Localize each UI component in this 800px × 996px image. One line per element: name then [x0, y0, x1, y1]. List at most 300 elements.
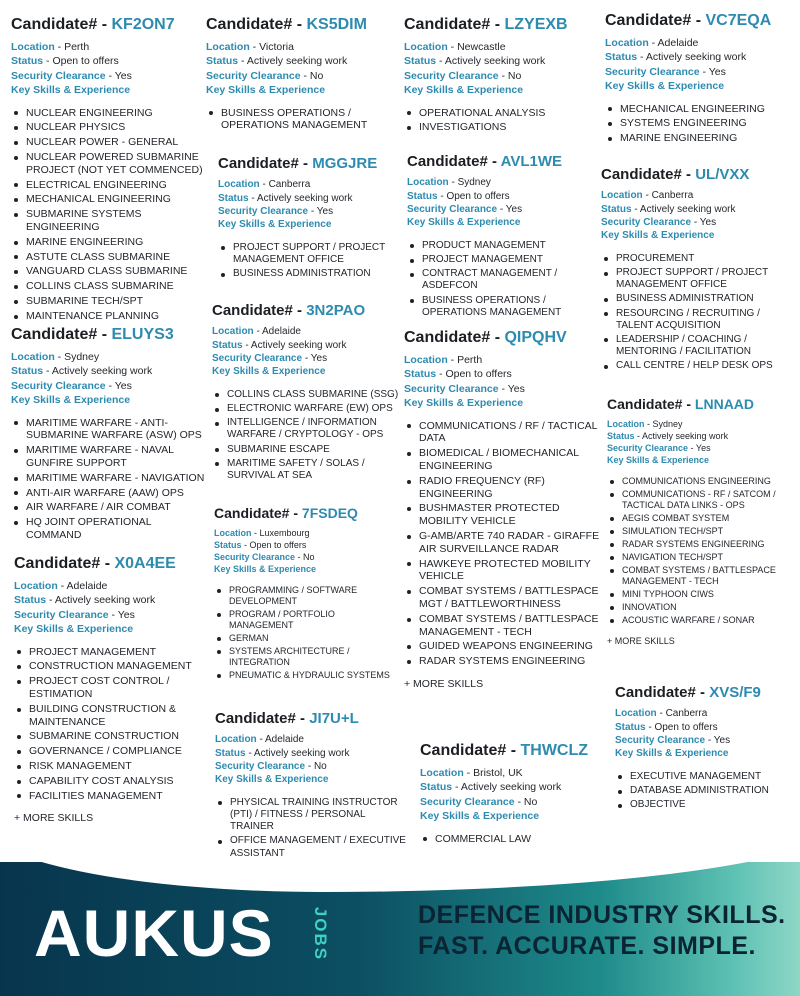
skill-item: HQ JOINT OPERATIONAL COMMAND [11, 516, 206, 542]
skill-item: MARITIME WARFARE - NAVAL GUNFIRE SUPPORT [11, 444, 206, 470]
candidate-title[interactable] [212, 302, 404, 319]
candidate-label: Candidate# [212, 302, 293, 319]
clearance-row: Security Clearance - Yes [11, 379, 132, 392]
candidate-title[interactable] [11, 16, 211, 34]
candidate-title[interactable] [11, 326, 206, 344]
clearance-row: Security Clearance - Yes [212, 353, 328, 365]
skill-item: COMMUNICATIONS ENGINEERING [607, 476, 797, 487]
skill-item: EXECUTIVE MANAGEMENT [615, 771, 795, 783]
candidate-card[interactable] [605, 12, 795, 147]
skill-item: ELECTRONIC WARFARE (EW) OPS [212, 403, 404, 415]
status-label: Status [218, 192, 249, 204]
location-label: Location [215, 734, 257, 746]
status-value: Open to offers [445, 368, 512, 381]
clearance-row: Security Clearance - Yes [218, 206, 334, 218]
clearance-value: No [303, 552, 315, 563]
clearance-label: Security Clearance [11, 69, 106, 82]
candidate-label: Candidate# [14, 555, 101, 572]
title-separator: - [297, 302, 303, 319]
skill-item: SUBMARINE ESCAPE [212, 444, 404, 456]
skills-list [14, 646, 204, 803]
location-value: Canberra [651, 190, 694, 202]
location-value: Canberra [665, 708, 708, 720]
status-row: Status - Actively seeking work [206, 55, 348, 68]
title-separator: - [300, 710, 306, 727]
candidate-label: Candidate# [404, 329, 491, 346]
skill-item: BUSINESS ADMINISTRATION [218, 268, 398, 280]
candidate-title[interactable] [214, 505, 396, 521]
location-label: Location [404, 41, 448, 54]
clearance-label: Security Clearance [11, 379, 106, 392]
skill-item: AIR WARFARE / AIR COMBAT [11, 501, 206, 514]
candidate-card[interactable] [607, 396, 797, 646]
skills-list [605, 103, 795, 145]
clearance-row: Security Clearance - Yes [14, 608, 135, 621]
location-value: Newcastle [457, 41, 506, 54]
location-value: Bristol, UK [473, 767, 523, 780]
skill-item: DATABASE ADMINISTRATION [615, 785, 795, 797]
status-label: Status [206, 55, 239, 68]
clearance-row: Security Clearance - Yes [615, 735, 731, 747]
skill-item: NUCLEAR POWERED SUBMARINE PROJECT (NOT YET COMMENCED) [11, 151, 211, 177]
location-value: Perth [64, 41, 90, 54]
skill-item: RADIO FREQUENCY (RF) ENGINEERING [404, 475, 604, 501]
skills-list [215, 797, 410, 860]
skills-list [404, 107, 594, 135]
tagline-line-2: FAST. ACCURATE. SIMPLE. [418, 932, 756, 960]
more-skills-link[interactable]: + MORE SKILLS [14, 812, 94, 825]
status-row: Status - Actively seeking work [420, 781, 562, 794]
skill-item: OBJECTIVE [615, 799, 795, 811]
skill-item: VANGUARD CLASS SUBMARINE [11, 265, 211, 278]
candidate-label: Candidate# [206, 16, 293, 33]
clearance-label: Security Clearance [605, 65, 700, 78]
status-label: Status [404, 368, 437, 381]
candidate-id[interactable]: 7FSDEQ [301, 505, 358, 521]
key-skills-heading: Key Skills & Experience [11, 393, 131, 406]
status-value: Actively seeking work [54, 594, 156, 607]
location-row: Location - Perth [404, 354, 483, 367]
skill-item: SYSTEMS ARCHITECTURE / INTEGRATION [214, 646, 396, 668]
skill-item: MAINTENANCE PLANNING [11, 310, 211, 323]
title-separator: - [492, 153, 498, 170]
skills-list [218, 242, 398, 281]
skill-item: MARINE ENGINEERING [605, 132, 795, 145]
clearance-row: Security Clearance - No [214, 552, 315, 563]
candidate-title[interactable] [14, 555, 204, 573]
location-value: Adelaide [657, 37, 699, 50]
location-label: Location [404, 354, 448, 367]
candidate-title[interactable] [607, 396, 797, 412]
skill-item: NUCLEAR ENGINEERING [11, 107, 211, 120]
clearance-row: Security Clearance - Yes [11, 69, 132, 82]
brand-wordmark: AUKUS [34, 896, 274, 970]
status-row: Status - Open to offers [407, 190, 510, 202]
candidate-label: Candidate# [11, 16, 98, 33]
skill-item: COMBAT SYSTEMS / BATTLESPACE MANAGEMENT - TECH [404, 613, 604, 639]
skill-item: GERMAN [214, 633, 396, 644]
skills-list [404, 420, 604, 668]
title-separator: - [510, 742, 517, 759]
title-separator: - [686, 396, 692, 412]
clearance-value: Yes [713, 735, 731, 747]
status-label: Status [601, 203, 632, 215]
skill-item: GOVERNANCE / COMPLIANCE [14, 745, 204, 758]
status-row: Status - Open to offers [615, 721, 718, 733]
title-separator: - [494, 16, 501, 33]
skills-list [615, 771, 795, 812]
key-skills-heading: Key Skills & Experience [11, 83, 131, 96]
skills-list [420, 833, 610, 846]
clearance-row: Security Clearance - No [215, 761, 327, 773]
skill-item: BUILDING CONSTRUCTION & MAINTENANCE [14, 703, 204, 729]
skill-item: MECHANICAL ENGINEERING [11, 193, 211, 206]
skills-list [212, 389, 404, 482]
skill-item: COMBAT SYSTEMS / BATTLESPACE MGT / BATTLEWORTHINESS [404, 585, 604, 611]
status-value: Open to offers [654, 721, 718, 733]
location-row: Location - Perth [11, 41, 90, 54]
skills-list [601, 253, 797, 373]
key-skills-heading: Key Skills & Experience [218, 219, 332, 231]
tagline-line-1: DEFENCE INDUSTRY SKILLS. [418, 901, 786, 929]
candidate-label: Candidate# [601, 166, 682, 183]
skill-item: G-AMB/ARTE 740 RADAR - GIRAFFE AIR SURVEILLANCE RADAR [404, 530, 604, 556]
skills-list [407, 240, 597, 319]
candidate-card[interactable] [11, 16, 211, 325]
status-value: Actively seeking work [51, 365, 153, 378]
location-row: Location - Sydney [607, 419, 683, 430]
candidate-id[interactable]: LNNAAD [694, 396, 755, 412]
skill-item: OPERATIONAL ANALYSIS [404, 107, 594, 120]
clearance-label: Security Clearance [615, 735, 706, 747]
location-row: Location - Adelaide [212, 326, 301, 338]
skill-item: GUIDED WEAPONS ENGINEERING [404, 640, 604, 653]
skill-item: ELECTRICAL ENGINEERING [11, 179, 211, 192]
skill-item: BIOMEDICAL / BIOMECHANICAL ENGINEERING [404, 447, 604, 473]
candidate-id[interactable]: 3N2PAO [306, 302, 366, 319]
candidate-id[interactable]: UL/VXX [695, 166, 750, 183]
skill-item: COLLINS CLASS SUBMARINE (SSG) [212, 389, 404, 401]
key-skills-heading: Key Skills & Experience [14, 622, 134, 635]
location-label: Location [214, 528, 252, 539]
candidate-card[interactable] [404, 329, 604, 690]
skill-item: PROJECT SUPPORT / PROJECT MANAGEMENT OFFICE [601, 267, 797, 291]
candidate-card[interactable] [407, 153, 597, 321]
location-label: Location [11, 41, 55, 54]
candidate-label: Candidate# [215, 710, 296, 727]
clearance-value: No [523, 795, 538, 808]
clearance-value: Yes [695, 443, 711, 454]
location-row: Location - Victoria [206, 41, 294, 54]
location-value: Sydney [457, 177, 491, 189]
location-value: Adelaide [66, 580, 108, 593]
location-label: Location [601, 190, 643, 202]
status-label: Status [615, 721, 646, 733]
clearance-value: Yes [114, 379, 132, 392]
candidate-card[interactable] [212, 302, 404, 484]
title-separator: - [101, 326, 108, 343]
candidate-id[interactable]: AVL1WE [500, 153, 563, 170]
location-value: Sydney [64, 351, 100, 364]
status-row: Status - Actively seeking work [404, 55, 546, 68]
more-skills-link[interactable]: + MORE SKILLS [607, 635, 675, 646]
location-label: Location [605, 37, 649, 50]
skill-item: CONSTRUCTION MANAGEMENT [14, 660, 204, 673]
candidate-label: Candidate# [420, 742, 507, 759]
clearance-value: Yes [117, 608, 135, 621]
status-value: Actively seeking work [639, 203, 736, 215]
status-row: Status - Actively seeking work [212, 339, 347, 351]
status-row: Status - Actively seeking work [14, 594, 156, 607]
candidate-label: Candidate# [214, 505, 290, 521]
candidate-id[interactable]: XVS/F9 [709, 684, 761, 701]
status-label: Status [214, 540, 242, 551]
candidate-label: Candidate# [11, 326, 98, 343]
skill-item: MINI TYPHOON CIWS [607, 589, 797, 600]
skill-item: SUBMARINE SYSTEMS ENGINEERING [11, 208, 211, 234]
candidate-card[interactable] [14, 555, 204, 824]
clearance-row: Security Clearance - Yes [407, 204, 523, 216]
clearance-label: Security Clearance [218, 206, 309, 218]
status-value: Actively seeking work [256, 192, 353, 204]
status-label: Status [11, 365, 44, 378]
location-row: Location - Adelaide [605, 37, 699, 50]
key-skills-heading: Key Skills & Experience [212, 366, 326, 378]
skills-list [11, 417, 206, 542]
location-label: Location [218, 179, 260, 191]
candidate-id[interactable]: THWCLZ [520, 742, 589, 759]
status-label: Status [215, 747, 246, 759]
brand-subtext: JOBS [311, 906, 330, 962]
candidate-id[interactable]: LZYEXB [504, 16, 568, 33]
title-separator: - [293, 505, 299, 521]
candidate-id[interactable]: JI7U+L [309, 710, 359, 727]
candidate-card[interactable] [11, 326, 206, 544]
title-separator: - [494, 329, 501, 346]
candidate-card[interactable] [601, 166, 797, 375]
skill-item: INTELLIGENCE / INFORMATION WARFARE / CRYPTOLOGY - OPS [212, 417, 404, 441]
skill-item: ANTI-AIR WARFARE (AAW) OPS [11, 487, 206, 500]
status-value: Actively seeking work [460, 781, 562, 794]
skill-item: MARITIME WARFARE - NAVIGATION [11, 472, 206, 485]
clearance-row: Security Clearance - Yes [607, 443, 711, 454]
key-skills-heading: Key Skills & Experience [206, 83, 326, 96]
skill-item: PROJECT SUPPORT / PROJECT MANAGEMENT OFFICE [218, 242, 398, 266]
skill-item: COMMUNICATIONS / RF / TACTICAL DATA [404, 420, 604, 446]
skill-item: NUCLEAR POWER - GENERAL [11, 136, 211, 149]
candidate-title[interactable] [206, 16, 396, 34]
candidate-card[interactable] [420, 742, 610, 847]
skill-item: PROJECT MANAGEMENT [407, 254, 597, 266]
candidate-id[interactable]: KF2ON7 [111, 16, 175, 33]
skill-item: RISK MANAGEMENT [14, 760, 204, 773]
status-row: Status - Open to offers [214, 540, 307, 551]
candidate-card[interactable] [404, 16, 594, 136]
skill-item: SUBMARINE TECH/SPT [11, 295, 211, 308]
clearance-label: Security Clearance [601, 217, 692, 229]
candidate-title[interactable] [407, 153, 597, 170]
status-label: Status [407, 190, 438, 202]
location-row: Location - Sydney [11, 351, 100, 364]
location-row: Location - Sydney [407, 177, 491, 189]
status-value: Actively seeking work [444, 55, 546, 68]
skill-item: BUSINESS ADMINISTRATION [601, 293, 797, 305]
location-value: Canberra [268, 179, 311, 191]
more-skills-link[interactable]: + MORE SKILLS [404, 677, 484, 690]
location-label: Location [407, 177, 449, 189]
clearance-row: Security Clearance - Yes [404, 382, 525, 395]
candidate-card[interactable] [615, 684, 795, 813]
skill-item: RADAR SYSTEMS ENGINEERING [404, 655, 604, 668]
skills-list [607, 476, 797, 626]
skill-item: HAWKEYE PROTECTED MOBILITY VEHICLE [404, 558, 604, 584]
skills-list [206, 107, 396, 133]
location-row: Location - Luxembourg [214, 528, 310, 539]
clearance-label: Security Clearance [214, 552, 296, 563]
title-separator: - [101, 16, 108, 33]
location-label: Location [11, 351, 55, 364]
status-label: Status [11, 55, 44, 68]
skill-item: PROCUREMENT [601, 253, 797, 265]
clearance-label: Security Clearance [407, 204, 498, 216]
clearance-value: Yes [708, 65, 726, 78]
clearance-value: No [507, 69, 522, 82]
clearance-label: Security Clearance [404, 382, 499, 395]
candidate-id[interactable]: X0A4EE [114, 555, 176, 572]
key-skills-heading: Key Skills & Experience [420, 809, 540, 822]
status-label: Status [404, 55, 437, 68]
status-value: Open to offers [52, 55, 119, 68]
candidate-card[interactable] [206, 16, 396, 134]
skill-item: MARITIME SAFETY / SOLAS / SURVIVAL AT SEA [212, 458, 404, 482]
status-value: Actively seeking work [645, 51, 747, 64]
candidate-title[interactable] [601, 166, 797, 183]
skill-item: BUSINESS OPERATIONS / OPERATIONS MANAGEMENT [407, 295, 597, 319]
candidate-label: Candidate# [615, 684, 696, 701]
key-skills-heading: Key Skills & Experience [601, 230, 715, 242]
skill-item: SYSTEMS ENGINEERING [605, 117, 795, 130]
clearance-value: No [309, 69, 324, 82]
title-separator: - [700, 684, 706, 701]
clearance-value: No [313, 761, 327, 773]
skill-item: PNEUMATIC & HYDRAULIC SYSTEMS [214, 670, 396, 681]
clearance-row: Security Clearance - No [420, 795, 538, 808]
skill-item: PROGRAMMING / SOFTWARE DEVELOPMENT [214, 585, 396, 607]
skill-item: RADAR SYSTEMS ENGINEERING [607, 539, 797, 550]
key-skills-heading: Key Skills & Experience [615, 748, 729, 760]
candidate-title[interactable] [615, 684, 795, 701]
skill-item: OFFICE MANAGEMENT / EXECUTIVE ASSISTANT [215, 835, 410, 859]
status-row: Status - Actively seeking work [607, 431, 729, 442]
clearance-value: Yes [316, 206, 334, 218]
status-label: Status [607, 431, 635, 442]
location-row: Location - Adelaide [14, 580, 108, 593]
candidate-title[interactable] [404, 16, 594, 34]
tagline [418, 900, 786, 962]
candidate-title[interactable] [420, 742, 610, 760]
skill-item: COMBAT SYSTEMS / BATTLESPACE MANAGEMENT - TECH [607, 565, 797, 587]
location-value: Adelaide [262, 326, 301, 338]
skill-item: CAPABILITY COST ANALYSIS [14, 775, 204, 788]
location-label: Location [14, 580, 58, 593]
status-row: Status - Open to offers [11, 55, 119, 68]
title-separator: - [686, 166, 692, 183]
candidate-id[interactable]: QIPQHV [504, 329, 567, 346]
status-label: Status [605, 51, 638, 64]
candidate-id[interactable]: ELUYS3 [111, 326, 174, 343]
skill-item: MECHANICAL ENGINEERING [605, 103, 795, 116]
skill-item: COLLINS CLASS SUBMARINE [11, 280, 211, 293]
skill-item: FACILITIES MANAGEMENT [14, 790, 204, 803]
location-value: Adelaide [265, 734, 304, 746]
status-value: Open to offers [446, 190, 510, 202]
candidate-title[interactable] [215, 710, 410, 727]
skill-item: INVESTIGATIONS [404, 121, 594, 134]
candidate-id[interactable]: VC7EQA [705, 12, 772, 29]
skill-item: ACOUSTIC WARFARE / SONAR [607, 615, 797, 626]
key-skills-heading: Key Skills & Experience [607, 455, 710, 466]
skill-item: SUBMARINE CONSTRUCTION [14, 730, 204, 743]
title-separator: - [695, 12, 702, 29]
candidate-id[interactable]: MGGJRE [312, 155, 378, 172]
skill-item: SIMULATION TECH/SPT [607, 526, 797, 537]
key-skills-heading: Key Skills & Experience [404, 83, 524, 96]
location-row: Location - Bristol, UK [420, 767, 523, 780]
candidate-card[interactable] [214, 505, 396, 683]
key-skills-heading: Key Skills & Experience [407, 217, 521, 229]
footer-banner [0, 862, 800, 996]
clearance-row: Security Clearance - Yes [601, 217, 717, 229]
clearance-label: Security Clearance [404, 69, 499, 82]
status-label: Status [14, 594, 47, 607]
candidate-label: Candidate# [404, 16, 491, 33]
candidate-card[interactable] [215, 710, 410, 862]
location-value: Sydney [652, 419, 683, 430]
location-row: Location - Newcastle [404, 41, 506, 54]
skill-item: PHYSICAL TRAINING INSTRUCTOR (PTI) / FITNESS / PERSONAL TRAINER [215, 797, 410, 834]
clearance-row: Security Clearance - No [404, 69, 522, 82]
key-skills-heading: Key Skills & Experience [214, 564, 317, 575]
skill-item: COMMERCIAL LAW [420, 833, 610, 846]
skill-item: BUSINESS OPERATIONS / OPERATIONS MANAGEMENT [206, 107, 396, 133]
skill-item: PROJECT COST CONTROL / ESTIMATION [14, 675, 204, 701]
title-separator: - [104, 555, 111, 572]
status-label: Status [212, 339, 243, 351]
candidate-label: Candidate# [605, 12, 692, 29]
status-row: Status - Open to offers [404, 368, 512, 381]
candidate-title[interactable] [218, 155, 398, 172]
key-skills-heading: Key Skills & Experience [215, 774, 329, 786]
status-row: Status - Actively seeking work [11, 365, 153, 378]
candidate-id[interactable]: KS5DIM [306, 16, 367, 33]
status-row: Status - Actively seeking work [605, 51, 747, 64]
status-value: Open to offers [249, 540, 307, 551]
candidate-title[interactable] [605, 12, 795, 30]
status-value: Actively seeking work [250, 339, 347, 351]
candidate-card[interactable] [218, 155, 398, 282]
skill-item: BUSHMASTER PROTECTED MOBILITY VEHICLE [404, 502, 604, 528]
candidate-title[interactable] [404, 329, 604, 347]
skill-item: MARINE ENGINEERING [11, 236, 211, 249]
clearance-value: Yes [699, 217, 717, 229]
location-value: Victoria [259, 41, 294, 54]
skill-item: CALL CENTRE / HELP DESK OPS [601, 360, 797, 372]
location-label: Location [420, 767, 464, 780]
status-row: Status - Actively seeking work [601, 203, 736, 215]
status-row: Status - Actively seeking work [218, 192, 353, 204]
status-value: Actively seeking work [642, 431, 729, 442]
footer-curve [0, 862, 800, 892]
